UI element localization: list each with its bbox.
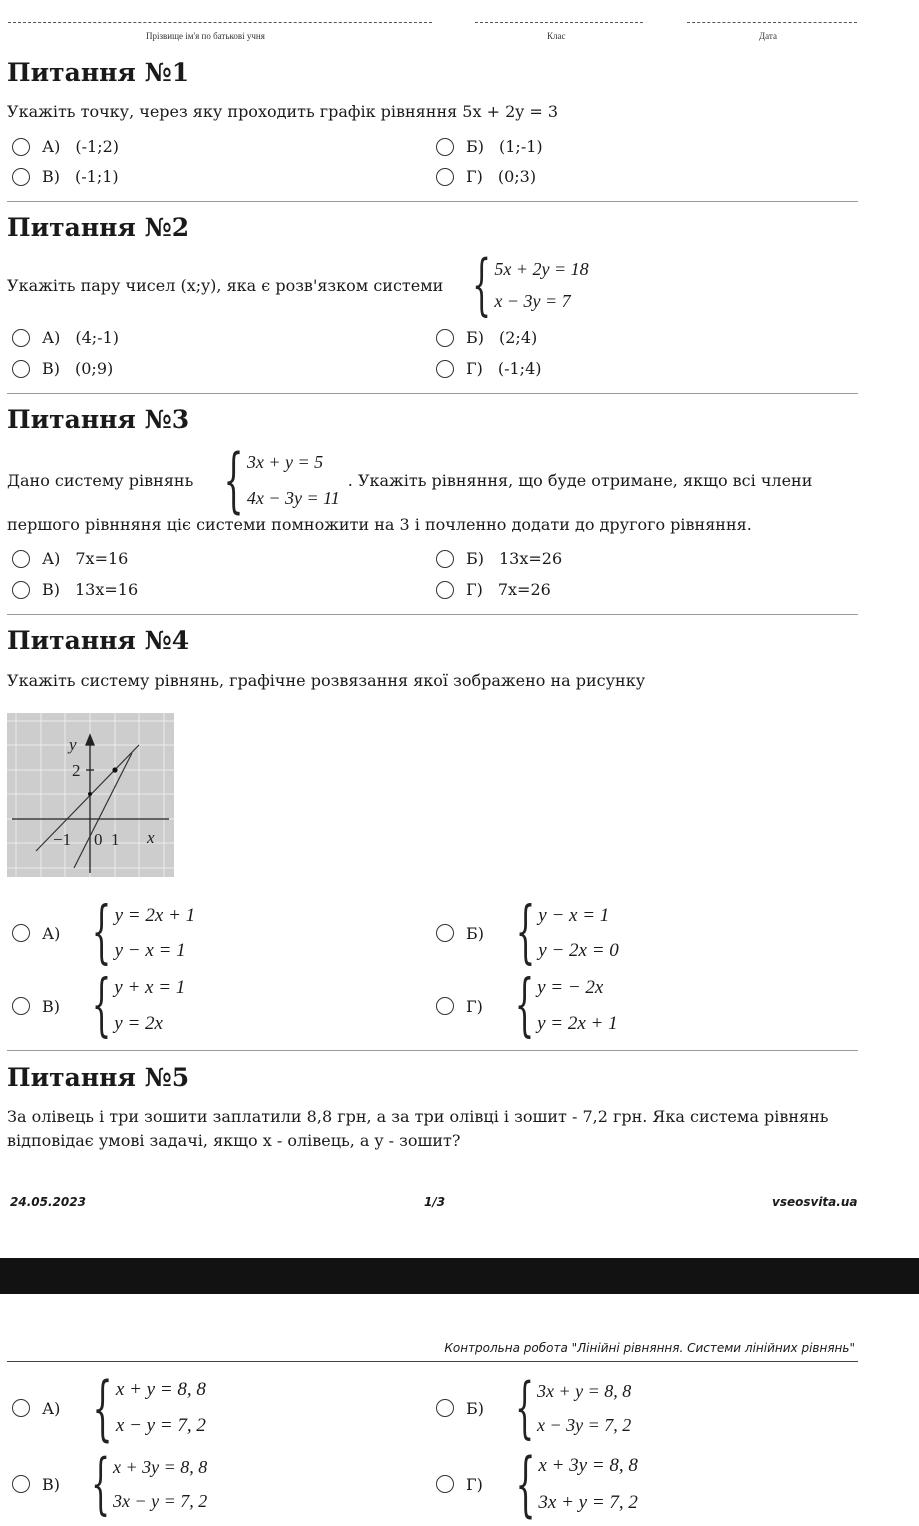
q3-option-c[interactable]: В) 13x=16 bbox=[12, 580, 138, 599]
graph-tick-0: 0 bbox=[94, 830, 103, 849]
q3-text-line2: першого рівнняня ціє системи помножити на 3 і почленно додати до другого рівняння. bbox=[7, 515, 752, 534]
q4-graph bbox=[7, 713, 174, 877]
q2-text: Укажіть пару чисел (x;y), яка є розв'язком системи bbox=[7, 275, 444, 295]
radio-icon[interactable] bbox=[436, 1399, 454, 1417]
q3-text-after: . Укажіть рівняння, що буде отримане, якщо всі члени bbox=[347, 470, 813, 490]
q5-option-d-system: { x + 3y = 8, 8 3x + y = 7, 2 bbox=[515, 1443, 638, 1525]
divider bbox=[7, 201, 858, 202]
graph-point bbox=[88, 792, 92, 796]
page2-header-rule bbox=[7, 1361, 858, 1362]
brace-icon: { bbox=[92, 1367, 113, 1449]
q2-option-b[interactable]: Б) (2;4) bbox=[436, 328, 537, 347]
brace-icon: { bbox=[515, 1369, 534, 1446]
q5-option-c[interactable]: В) { x + 3y = 8, 8 3x − y = 7, 2 bbox=[12, 1450, 207, 1518]
radio-icon[interactable] bbox=[436, 1475, 454, 1493]
q3-option-b[interactable]: Б) 13x=26 bbox=[436, 549, 562, 568]
divider bbox=[7, 614, 858, 615]
class-caption: Клас bbox=[547, 31, 566, 41]
q5-option-b[interactable]: Б) { 3x + y = 8, 8 x − 3y = 7, 2 bbox=[436, 1374, 631, 1442]
q4-option-c-system: { y + x = 1 y = 2x bbox=[91, 966, 186, 1045]
radio-icon[interactable] bbox=[436, 581, 454, 599]
q2-option-c[interactable]: В) (0;9) bbox=[12, 359, 113, 378]
footer-date: 24.05.2023 bbox=[10, 1195, 86, 1209]
q5-text-line2: відповідає умові задачі, якщо x - олівець, а y - зошит? bbox=[7, 1131, 461, 1150]
divider bbox=[7, 393, 858, 394]
graph-tick-2: 2 bbox=[72, 761, 81, 780]
q1-option-d[interactable]: Г) (0;3) bbox=[436, 167, 536, 186]
q4-option-b-system: { y − x = 1 y − 2x = 0 bbox=[515, 893, 619, 972]
date-line bbox=[687, 22, 857, 23]
q2-text-row bbox=[7, 246, 589, 323]
q1-option-c[interactable]: В) (-1;1) bbox=[12, 167, 119, 186]
brace-icon: { bbox=[515, 893, 536, 972]
page-break-bar bbox=[0, 1258, 919, 1294]
brace-icon: { bbox=[91, 1445, 110, 1522]
brace-icon: { bbox=[92, 893, 112, 972]
footer-site[interactable]: vseosvita.ua bbox=[772, 1195, 858, 1209]
radio-icon[interactable] bbox=[436, 329, 454, 347]
q5-option-d[interactable]: Г) { x + 3y = 8, 8 3x + y = 7, 2 bbox=[436, 1447, 638, 1521]
q1-title: Питання №1 bbox=[7, 58, 190, 87]
q4-option-c[interactable]: В) { y + x = 1 y = 2x bbox=[12, 970, 185, 1042]
q4-option-d[interactable]: Г) { y = − 2x y = 2x + 1 bbox=[436, 970, 618, 1042]
radio-icon[interactable] bbox=[12, 329, 30, 347]
q3-text-before: Дано систему рівнянь bbox=[7, 470, 194, 490]
brace-icon: { bbox=[514, 966, 535, 1045]
radio-icon[interactable] bbox=[436, 550, 454, 568]
radio-icon[interactable] bbox=[436, 138, 454, 156]
q3-title: Питання №3 bbox=[7, 405, 190, 434]
radio-icon[interactable] bbox=[12, 1475, 30, 1493]
q3-option-a[interactable]: А) 7x=16 bbox=[12, 549, 128, 568]
class-line bbox=[475, 22, 643, 23]
q4-option-d-system: { y = − 2x y = 2x + 1 bbox=[514, 966, 618, 1045]
graph-y-label: y bbox=[69, 735, 77, 754]
name-line bbox=[8, 22, 432, 23]
brace-icon: { bbox=[223, 439, 244, 521]
graph-intersection-point bbox=[112, 767, 117, 772]
q2-title: Питання №2 bbox=[7, 213, 190, 242]
radio-icon[interactable] bbox=[12, 360, 30, 378]
q5-title: Питання №5 bbox=[7, 1063, 190, 1092]
brace-icon: { bbox=[472, 246, 492, 323]
radio-icon[interactable] bbox=[436, 997, 454, 1015]
q4-text: Укажіть систему рівнянь, графічне розвязання якої зображено на рисунку bbox=[7, 671, 646, 690]
graph-tick-minus1: −1 bbox=[53, 830, 72, 849]
q2-option-a[interactable]: А) (4;-1) bbox=[12, 328, 119, 347]
radio-icon[interactable] bbox=[12, 168, 30, 186]
brace-icon: { bbox=[91, 966, 112, 1045]
radio-icon[interactable] bbox=[12, 924, 30, 942]
q5-option-a[interactable]: А) { x + y = 8, 8 x − y = 7, 2 bbox=[12, 1372, 206, 1444]
q5-option-c-system: { x + 3y = 8, 8 3x − y = 7, 2 bbox=[91, 1445, 208, 1522]
q1-option-a[interactable]: А) (-1;2) bbox=[12, 137, 119, 156]
footer-page: 1/3 bbox=[424, 1195, 446, 1209]
q2-option-d[interactable]: Г) (-1;4) bbox=[436, 359, 541, 378]
name-caption: Прізвище ім'я по батькові учня bbox=[146, 31, 265, 41]
q5-option-b-system: { 3x + y = 8, 8 x − 3y = 7, 2 bbox=[515, 1369, 632, 1446]
radio-icon[interactable] bbox=[12, 138, 30, 156]
date-caption: Дата bbox=[759, 31, 777, 41]
radio-icon[interactable] bbox=[12, 1399, 30, 1417]
radio-icon[interactable] bbox=[436, 924, 454, 942]
radio-icon[interactable] bbox=[12, 997, 30, 1015]
q4-title: Питання №4 bbox=[7, 626, 190, 655]
q4-option-b[interactable]: Б) { y − x = 1 y − 2x = 0 bbox=[436, 898, 619, 968]
q1-option-b[interactable]: Б) (1;-1) bbox=[436, 137, 543, 156]
q5-text-line1: За олівець і три зошити заплатили 8,8 грн, а за три олівці і зошит - 7,2 грн. Яка система рівнянь bbox=[7, 1107, 829, 1126]
graph-x-label: x bbox=[147, 828, 155, 847]
radio-icon[interactable] bbox=[436, 168, 454, 186]
q1-text: Укажіть точку, через яку проходить графік рівняння 5x + 2y = 3 bbox=[7, 102, 559, 121]
q3-option-d[interactable]: Г) 7x=26 bbox=[436, 580, 551, 599]
radio-icon[interactable] bbox=[436, 360, 454, 378]
page2-header: Контрольна робота "Лінійні рівняння. Системи лінійних рівнянь" bbox=[444, 1341, 855, 1355]
q4-option-a-system: { y = 2x + 1 y − x = 1 bbox=[92, 893, 196, 972]
q5-option-a-system: { x + y = 8, 8 x − y = 7, 2 bbox=[92, 1367, 206, 1449]
q4-option-a[interactable]: А) { y = 2x + 1 y − x = 1 bbox=[12, 898, 195, 968]
radio-icon[interactable] bbox=[12, 581, 30, 599]
divider bbox=[7, 1050, 858, 1051]
q3-text-row bbox=[7, 439, 813, 521]
brace-icon: { bbox=[515, 1443, 536, 1525]
q2-system: { 5x + 2y = 18 x − 3y = 7 bbox=[472, 246, 589, 323]
radio-icon[interactable] bbox=[12, 550, 30, 568]
graph-tick-1: 1 bbox=[111, 830, 120, 849]
q3-system: { 3x + y = 5 4x − 3y = 11 bbox=[223, 439, 340, 521]
